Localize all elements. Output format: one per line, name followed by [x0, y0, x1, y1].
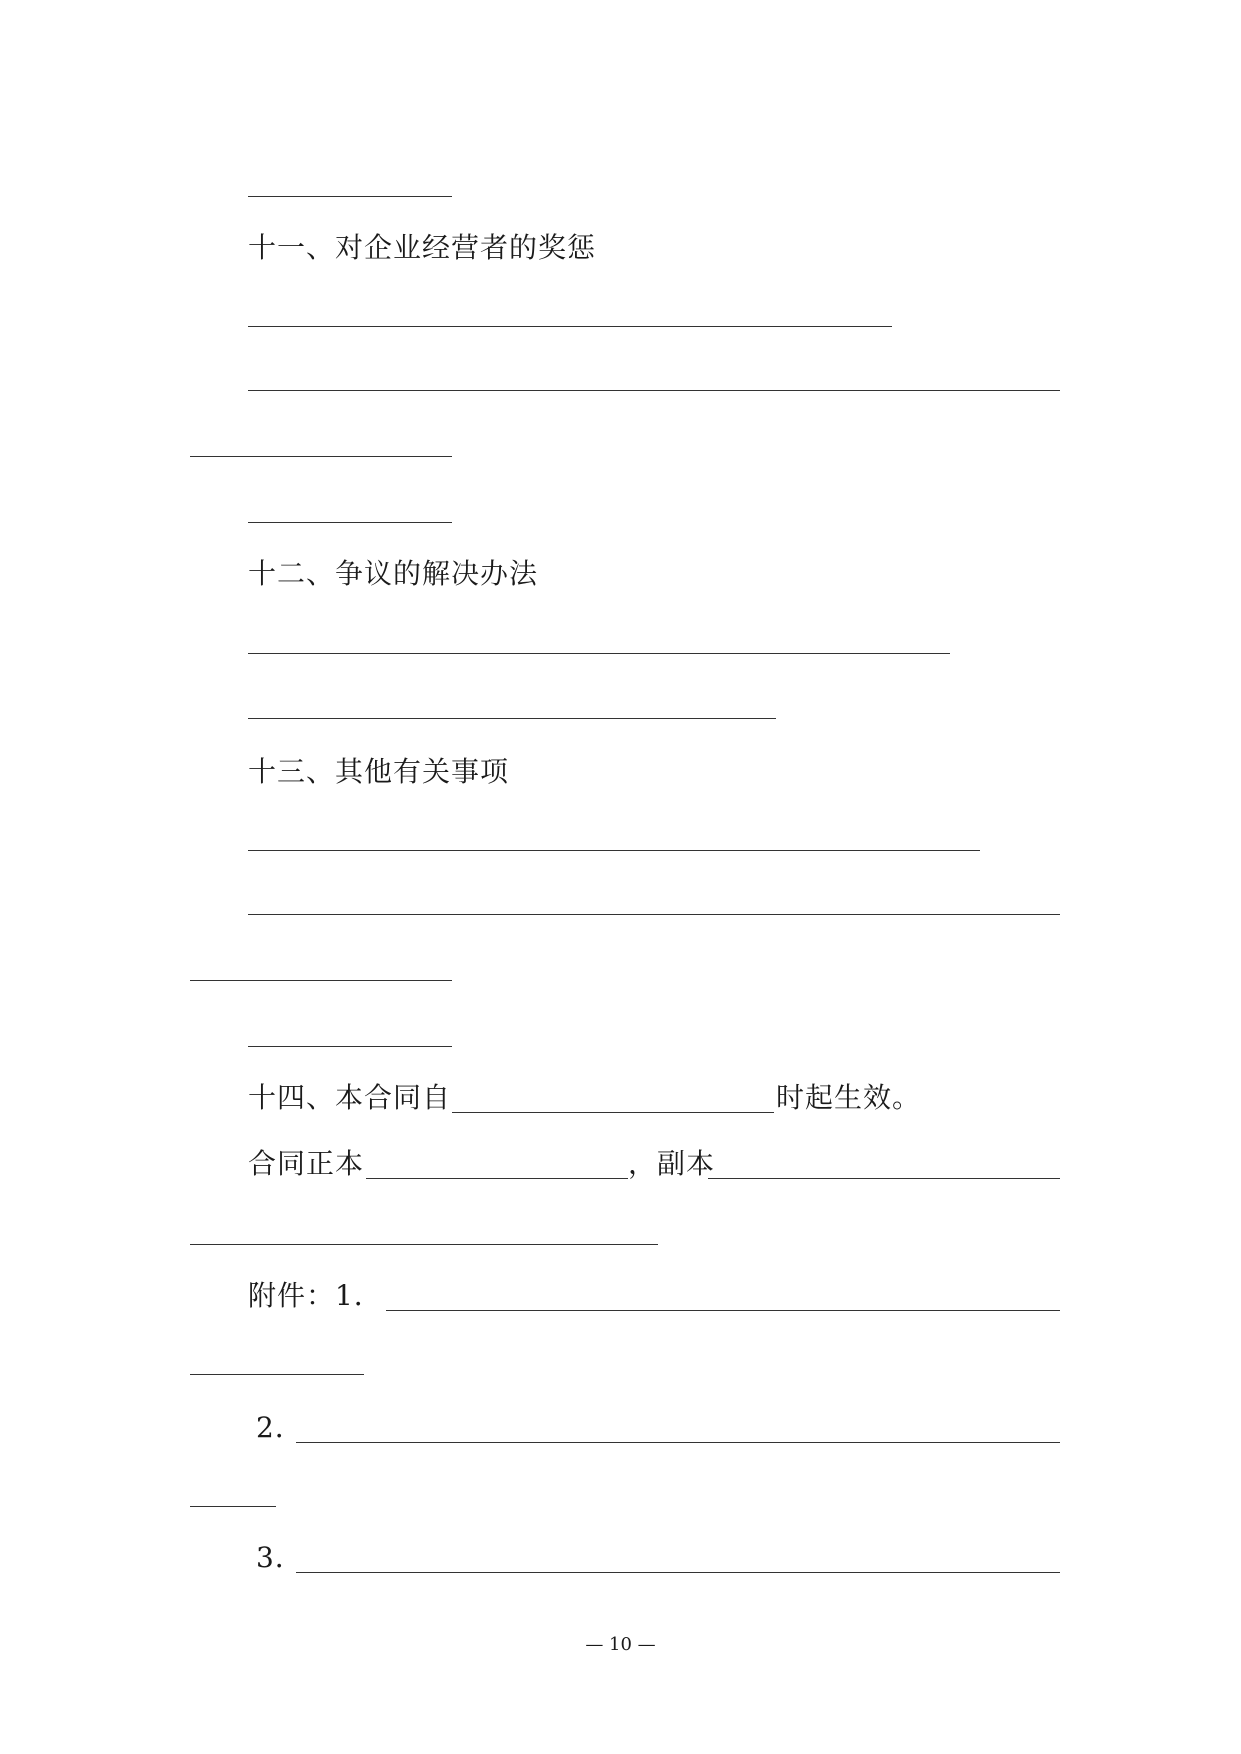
blank-line: [248, 850, 980, 851]
attachments-label: 附件：1．: [248, 1279, 383, 1312]
blank-line: [248, 522, 452, 523]
attachment-3-label: 3．: [256, 1541, 304, 1574]
copy-count-blank: [708, 1178, 1060, 1179]
section-12-title: 十二、争议的解决办法: [248, 557, 539, 590]
attachment-2-label: 2．: [256, 1411, 304, 1444]
page-number: — 10 —: [585, 1634, 656, 1655]
section-13-title: 十三、其他有关事项: [248, 755, 510, 788]
section-11-title: 十一、对企业经营者的奖惩: [248, 231, 597, 264]
section-14-prefix: 十四、本合同自: [248, 1081, 452, 1114]
blank-line: [248, 914, 1060, 915]
blank-line: [248, 1046, 452, 1047]
original-label: 合同正本: [248, 1147, 365, 1180]
blank-line: [190, 980, 452, 981]
blank-line: [190, 456, 452, 457]
blank-line: [190, 1374, 364, 1375]
blank-line: [248, 718, 776, 719]
attachment-2-blank: [296, 1442, 1060, 1443]
blank-line: [248, 653, 950, 654]
blank-line: [190, 1506, 276, 1507]
section-14-suffix: 时起生效。: [776, 1081, 922, 1114]
original-count-blank: [366, 1178, 628, 1179]
attachment-1-blank: [386, 1310, 1060, 1311]
blank-line: [248, 196, 452, 197]
attachment-3-blank: [296, 1572, 1060, 1573]
effective-time-blank: [452, 1112, 774, 1113]
blank-line: [190, 1244, 658, 1245]
blank-line: [248, 326, 892, 327]
blank-line: [248, 390, 1060, 391]
copy-label: ，副本: [628, 1147, 716, 1180]
